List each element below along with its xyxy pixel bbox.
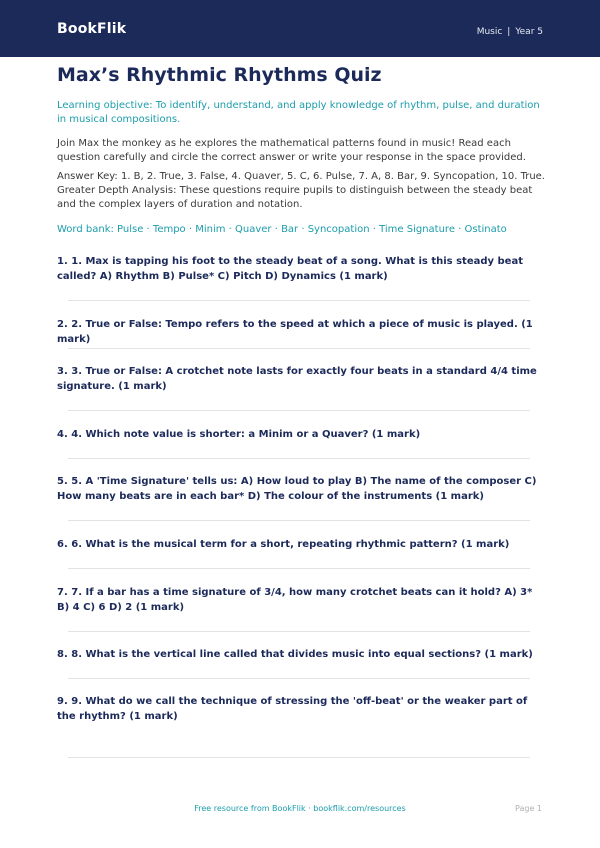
header-meta — [477, 27, 543, 37]
learning-objective: Learning objective: To identify, understand, and apply knowledge of rhythm, pulse, and duration in musical compositions. — [57, 100, 540, 125]
subject-label: Music — [476, 27, 503, 37]
page-header — [0, 0, 600, 57]
answer-line-9[interactable] — [68, 757, 530, 758]
year-label: Year 5 — [515, 27, 543, 37]
page-number: Page 1 — [515, 804, 542, 813]
question-4: 4. 4. Which note value is shorter: a Minim or a Quaver? (1 mark) — [57, 429, 421, 440]
question-5: 5. 5. A 'Time Signature' tells us: A) How loud to play B) The name of the composer C) How many beats are in each bar* D) The colour of the instruments (1 mark) — [57, 476, 537, 502]
brand-logo[interactable]: BookFlik — [57, 21, 127, 37]
answer-line-6[interactable] — [68, 568, 530, 569]
answer-line-3[interactable] — [68, 410, 530, 411]
question-7: 7. 7. If a bar has a time signature of 3/4, how many crotchet beats can it hold? A) 3* B) 4 C) 6 D) 2 (1 mark) — [57, 587, 533, 613]
header-separator: | — [507, 27, 511, 37]
question-8: 8. 8. What is the vertical line called that divides music into equal sections? (1 mark) — [57, 649, 533, 660]
footer-credit-link[interactable]: Free resource from BookFlik · bookflik.com/resources — [194, 804, 406, 813]
answer-key: Answer Key: 1. B, 2. True, 3. False, 4. Quaver, 5. C, 6. Pulse, 7. A, 8. Bar, 9. Syncopation, 10. True. Greater Depth Analysis: These questions require pupils to distinguish between the steady beat and the complex layers of duration and notation. — [57, 171, 545, 210]
answer-line-7[interactable] — [68, 631, 530, 632]
page-footer — [0, 803, 600, 815]
question-3: 3. 3. True or False: A crotchet note lasts for exactly four beats in a standard 4/4 time signature. (1 mark) — [57, 366, 537, 392]
answer-line-5[interactable] — [68, 520, 530, 521]
question-1: 1. 1. Max is tapping his foot to the steady beat of a song. What is this steady beat called? A) Rhythm B) Pulse* C) Pitch D) Dynamics (1 mark) — [57, 256, 523, 282]
question-9: 9. 9. What do we call the technique of stressing the 'off-beat' or the weaker part of the rhythm? (1 mark) — [57, 696, 528, 722]
page-title: Max’s Rhythmic Rhythms Quiz — [57, 64, 382, 86]
intro-text: Join Max the monkey as he explores the mathematical patterns found in music! Read each question carefully and circle the correct answer or write your response in the space provided. — [57, 138, 526, 163]
answer-line-1[interactable] — [68, 300, 530, 301]
word-bank: Word bank: Pulse · Tempo · Minim · Quaver · Bar · Syncopation · Time Signature · Ostinato — [57, 224, 507, 235]
answer-line-2[interactable] — [68, 348, 530, 349]
answer-line-8[interactable] — [68, 678, 530, 679]
question-2: 2. 2. True or False: Tempo refers to the speed at which a piece of music is played. (1 mark) — [57, 319, 533, 345]
answer-line-4[interactable] — [68, 458, 530, 459]
question-6: 6. 6. What is the musical term for a short, repeating rhythmic pattern? (1 mark) — [57, 539, 510, 550]
